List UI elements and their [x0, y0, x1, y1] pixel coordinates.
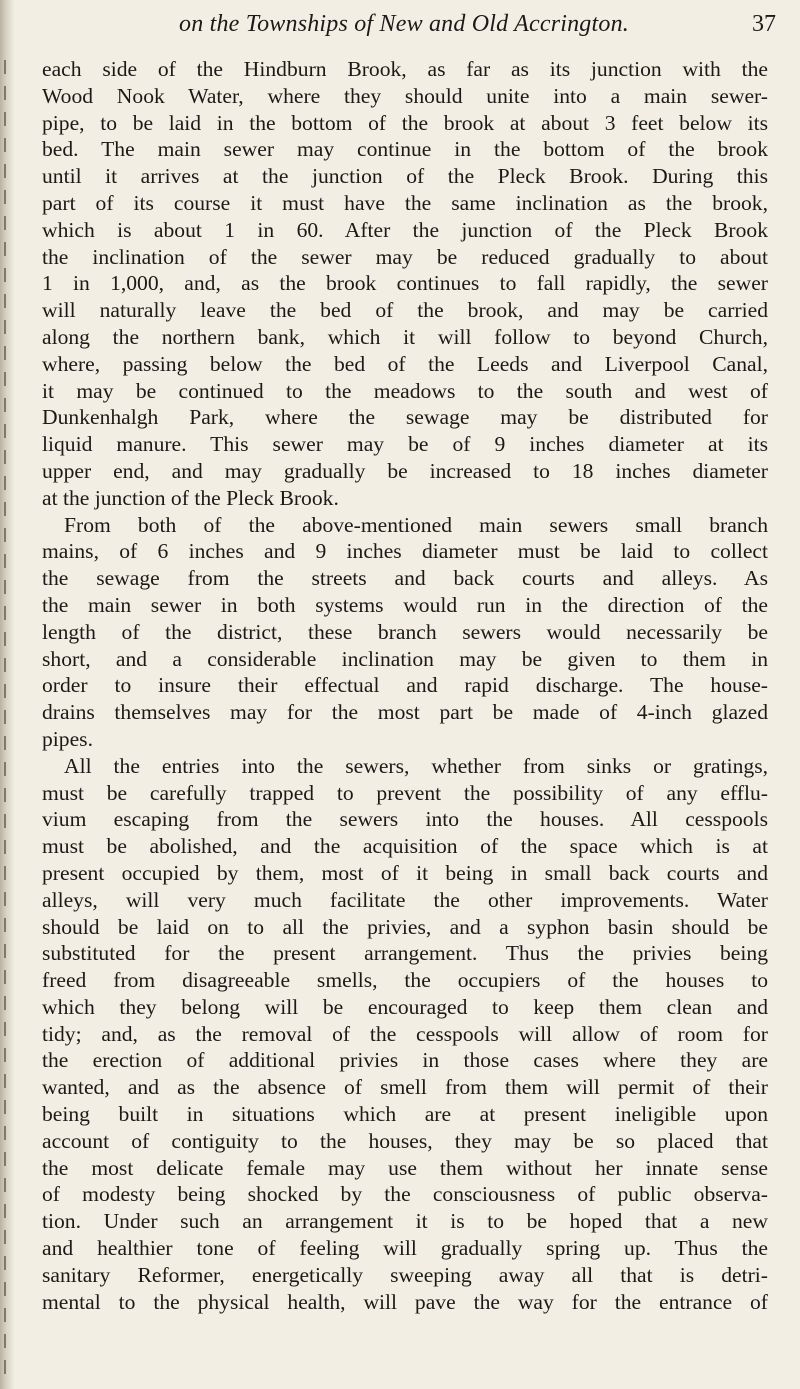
text-line: of modesty being shocked by the consciousness of public observa-	[42, 1182, 768, 1207]
text-line: along the northern bank, which it will follow to beyond Church,	[42, 324, 768, 349]
text-line: liquid manure. This sewer may be of 9 inches diameter at its	[42, 432, 768, 457]
text-line: present occupied by them, most of it being in small back courts and	[42, 860, 768, 885]
text-line: substituted for the present arrangement. Thus the privies being	[42, 941, 768, 966]
text-line: will naturally leave the bed of the brook, and may be carried	[42, 298, 768, 323]
text-line: pipe, to be laid in the bottom of the brook at about 3 feet below its	[42, 110, 768, 135]
text-line: length of the district, these branch sewers would necessarily be	[42, 619, 768, 644]
text-line: account of contiguity to the houses, they may be so placed that	[42, 1128, 768, 1153]
text-line: each side of the Hindburn Brook, as far as its junction with the	[42, 57, 768, 81]
page-number: 37	[752, 11, 776, 37]
text-line: alleys, will very much facilitate the other improvements. Water	[42, 887, 768, 912]
text-line: order to insure their effectual and rapid discharge. The house-	[42, 673, 768, 698]
page-header	[24, 2, 784, 46]
text-line: the main sewer in both systems would run in the direction of the	[42, 592, 768, 617]
text-line: which is about 1 in 60. After the junction of the Pleck Brook	[42, 217, 768, 242]
gutter-binding-edge	[4, 60, 6, 1380]
text-line: drains themselves may for the most part be made of 4-inch glazed	[42, 700, 768, 725]
text-line: must be abolished, and the acquisition of the space which is at	[42, 834, 768, 859]
text-line: Dunkenhalgh Park, where the sewage may be distributed for	[42, 405, 768, 430]
text-line: should be laid on to all the privies, and a syphon basin should be	[42, 914, 768, 939]
text-line: part of its course it must have the same inclination as the brook,	[42, 190, 768, 215]
text-line: the most delicate female may use them without her innate sense	[42, 1155, 768, 1180]
text-line: the sewage from the streets and back courts and alleys. As	[42, 566, 768, 591]
text-line: From both of the above-mentioned main sewers small branch	[64, 512, 768, 537]
text-line: at the junction of the Pleck Brook.	[42, 485, 339, 510]
text-line: mains, of 6 inches and 9 inches diameter must be laid to collect	[42, 539, 768, 564]
text-line: must be carefully trapped to prevent the possibility of any efflu-	[42, 780, 768, 805]
text-line: short, and a considerable inclination may be given to them in	[42, 646, 768, 671]
text-line: mental to the physical health, will pave the way for the entrance of	[42, 1289, 768, 1314]
text-line: bed. The main sewer may continue in the bottom of the brook	[42, 137, 768, 162]
text-line: 1 in 1,000, and, as the brook continues to fall rapidly, the sewer	[42, 271, 768, 296]
text-line: tidy; and, as the removal of the cesspools will allow of room for	[42, 1021, 768, 1046]
book-gutter	[0, 0, 14, 1389]
text-line: Wood Nook Water, where they should unite into a main sewer-	[42, 83, 768, 108]
text-line: being built in situations which are at present ineligible upon	[42, 1102, 768, 1127]
text-line: tion. Under such an arrangement it is to be hoped that a new	[42, 1209, 768, 1234]
running-head: on the Townships of New and Old Accrington.	[179, 11, 629, 37]
text-line: pipes.	[42, 726, 93, 751]
text-line: the inclination of the sewer may be reduced gradually to about	[42, 244, 768, 269]
text-line: freed from disagreeable smells, the occupiers of the houses to	[42, 968, 768, 993]
text-line: where, passing below the bed of the Leeds and Liverpool Canal,	[42, 351, 768, 376]
text-line: upper end, and may gradually be increased to 18 inches diameter	[42, 458, 768, 483]
text-line: vium escaping from the sewers into the houses. All cesspools	[42, 807, 768, 832]
text-line: All the entries into the sewers, whether from sinks or gratings,	[64, 753, 768, 778]
text-line: wanted, and as the absence of smell from them will permit of their	[42, 1075, 768, 1100]
text-line: which they belong will be encouraged to keep them clean and	[42, 994, 768, 1019]
text-line: until it arrives at the junction of the Pleck Brook. During this	[42, 164, 768, 189]
page-body	[42, 56, 768, 1315]
text-line: it may be continued to the meadows to the south and west of	[42, 378, 768, 403]
text-line: sanitary Reformer, energetically sweeping away all that is detri-	[42, 1262, 768, 1287]
text-line: and healthier tone of feeling will gradually spring up. Thus the	[42, 1236, 768, 1261]
text-line: the erection of additional privies in those cases where they are	[42, 1048, 768, 1073]
